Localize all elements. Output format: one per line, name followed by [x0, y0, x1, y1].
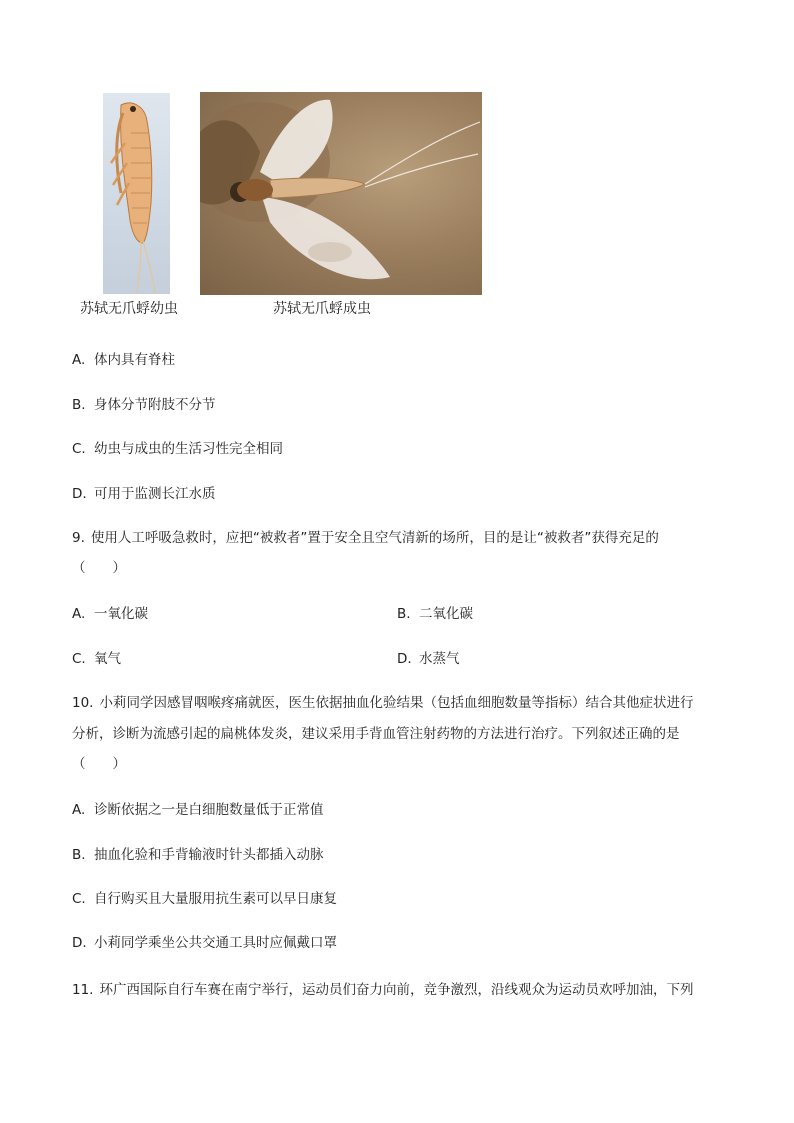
q8-option-d[interactable]: D. 可用于监测长江水质 — [72, 486, 216, 502]
adult-photo — [200, 92, 482, 295]
q9-option-c[interactable]: C. 氧气 — [72, 651, 121, 667]
larva-photo — [103, 93, 170, 294]
q10-stem-line2: 分析，诊断为流感引起的扁桃体发炎，建议采用手背血管注射药物的方法进行治疗。下列叙述正确的是 — [72, 726, 680, 742]
q8-option-b[interactable]: B. 身体分节附肢不分节 — [72, 397, 216, 413]
q10-option-a[interactable]: A. 诊断依据之一是白细胞数量低于正常值 — [72, 802, 324, 818]
q10-stem: 10. 小莉同学因感冒咽喉疼痛就医，医生依据抽血化验结果（包括血细胞数量等指标）结合其他症状进行 — [72, 695, 694, 711]
q9-stem: 9. 使用人工呼吸急救时，应把“被救者”置于安全且空气清新的场所，目的是让“被救者”获得充足的 — [72, 530, 659, 546]
q9-option-a[interactable]: A. 一氧化碳 — [72, 606, 148, 622]
q10-option-b[interactable]: B. 抽血化验和手背输液时针头都插入动脉 — [72, 847, 324, 863]
adult-illustration — [200, 92, 482, 295]
q10-option-d[interactable]: D. 小莉同学乘坐公共交通工具时应佩戴口罩 — [72, 935, 337, 951]
q11-stem: 11. 环广西国际自行车赛在南宁举行，运动员们奋力向前，竞争激烈，沿线观众为运动员欢呼加油，下列 — [72, 982, 694, 998]
q8-option-a[interactable]: A. 体内具有脊柱 — [72, 352, 175, 368]
q9-option-d[interactable]: D. 水蒸气 — [397, 651, 460, 667]
q8-option-c[interactable]: C. 幼虫与成虫的生活习性完全相同 — [72, 441, 283, 457]
q10-option-c[interactable]: C. 自行购买且大量服用抗生素可以早日康复 — [72, 891, 337, 907]
q9-option-b[interactable]: B. 二氧化碳 — [397, 606, 473, 622]
larva-caption: 苏轼无爪蜉幼虫 — [80, 301, 178, 317]
larva-illustration — [103, 93, 170, 294]
q9-stem-blank: （ ） — [72, 560, 126, 576]
adult-caption: 苏轼无爪蜉成虫 — [273, 301, 371, 317]
q10-stem-blank: （ ） — [72, 756, 126, 772]
